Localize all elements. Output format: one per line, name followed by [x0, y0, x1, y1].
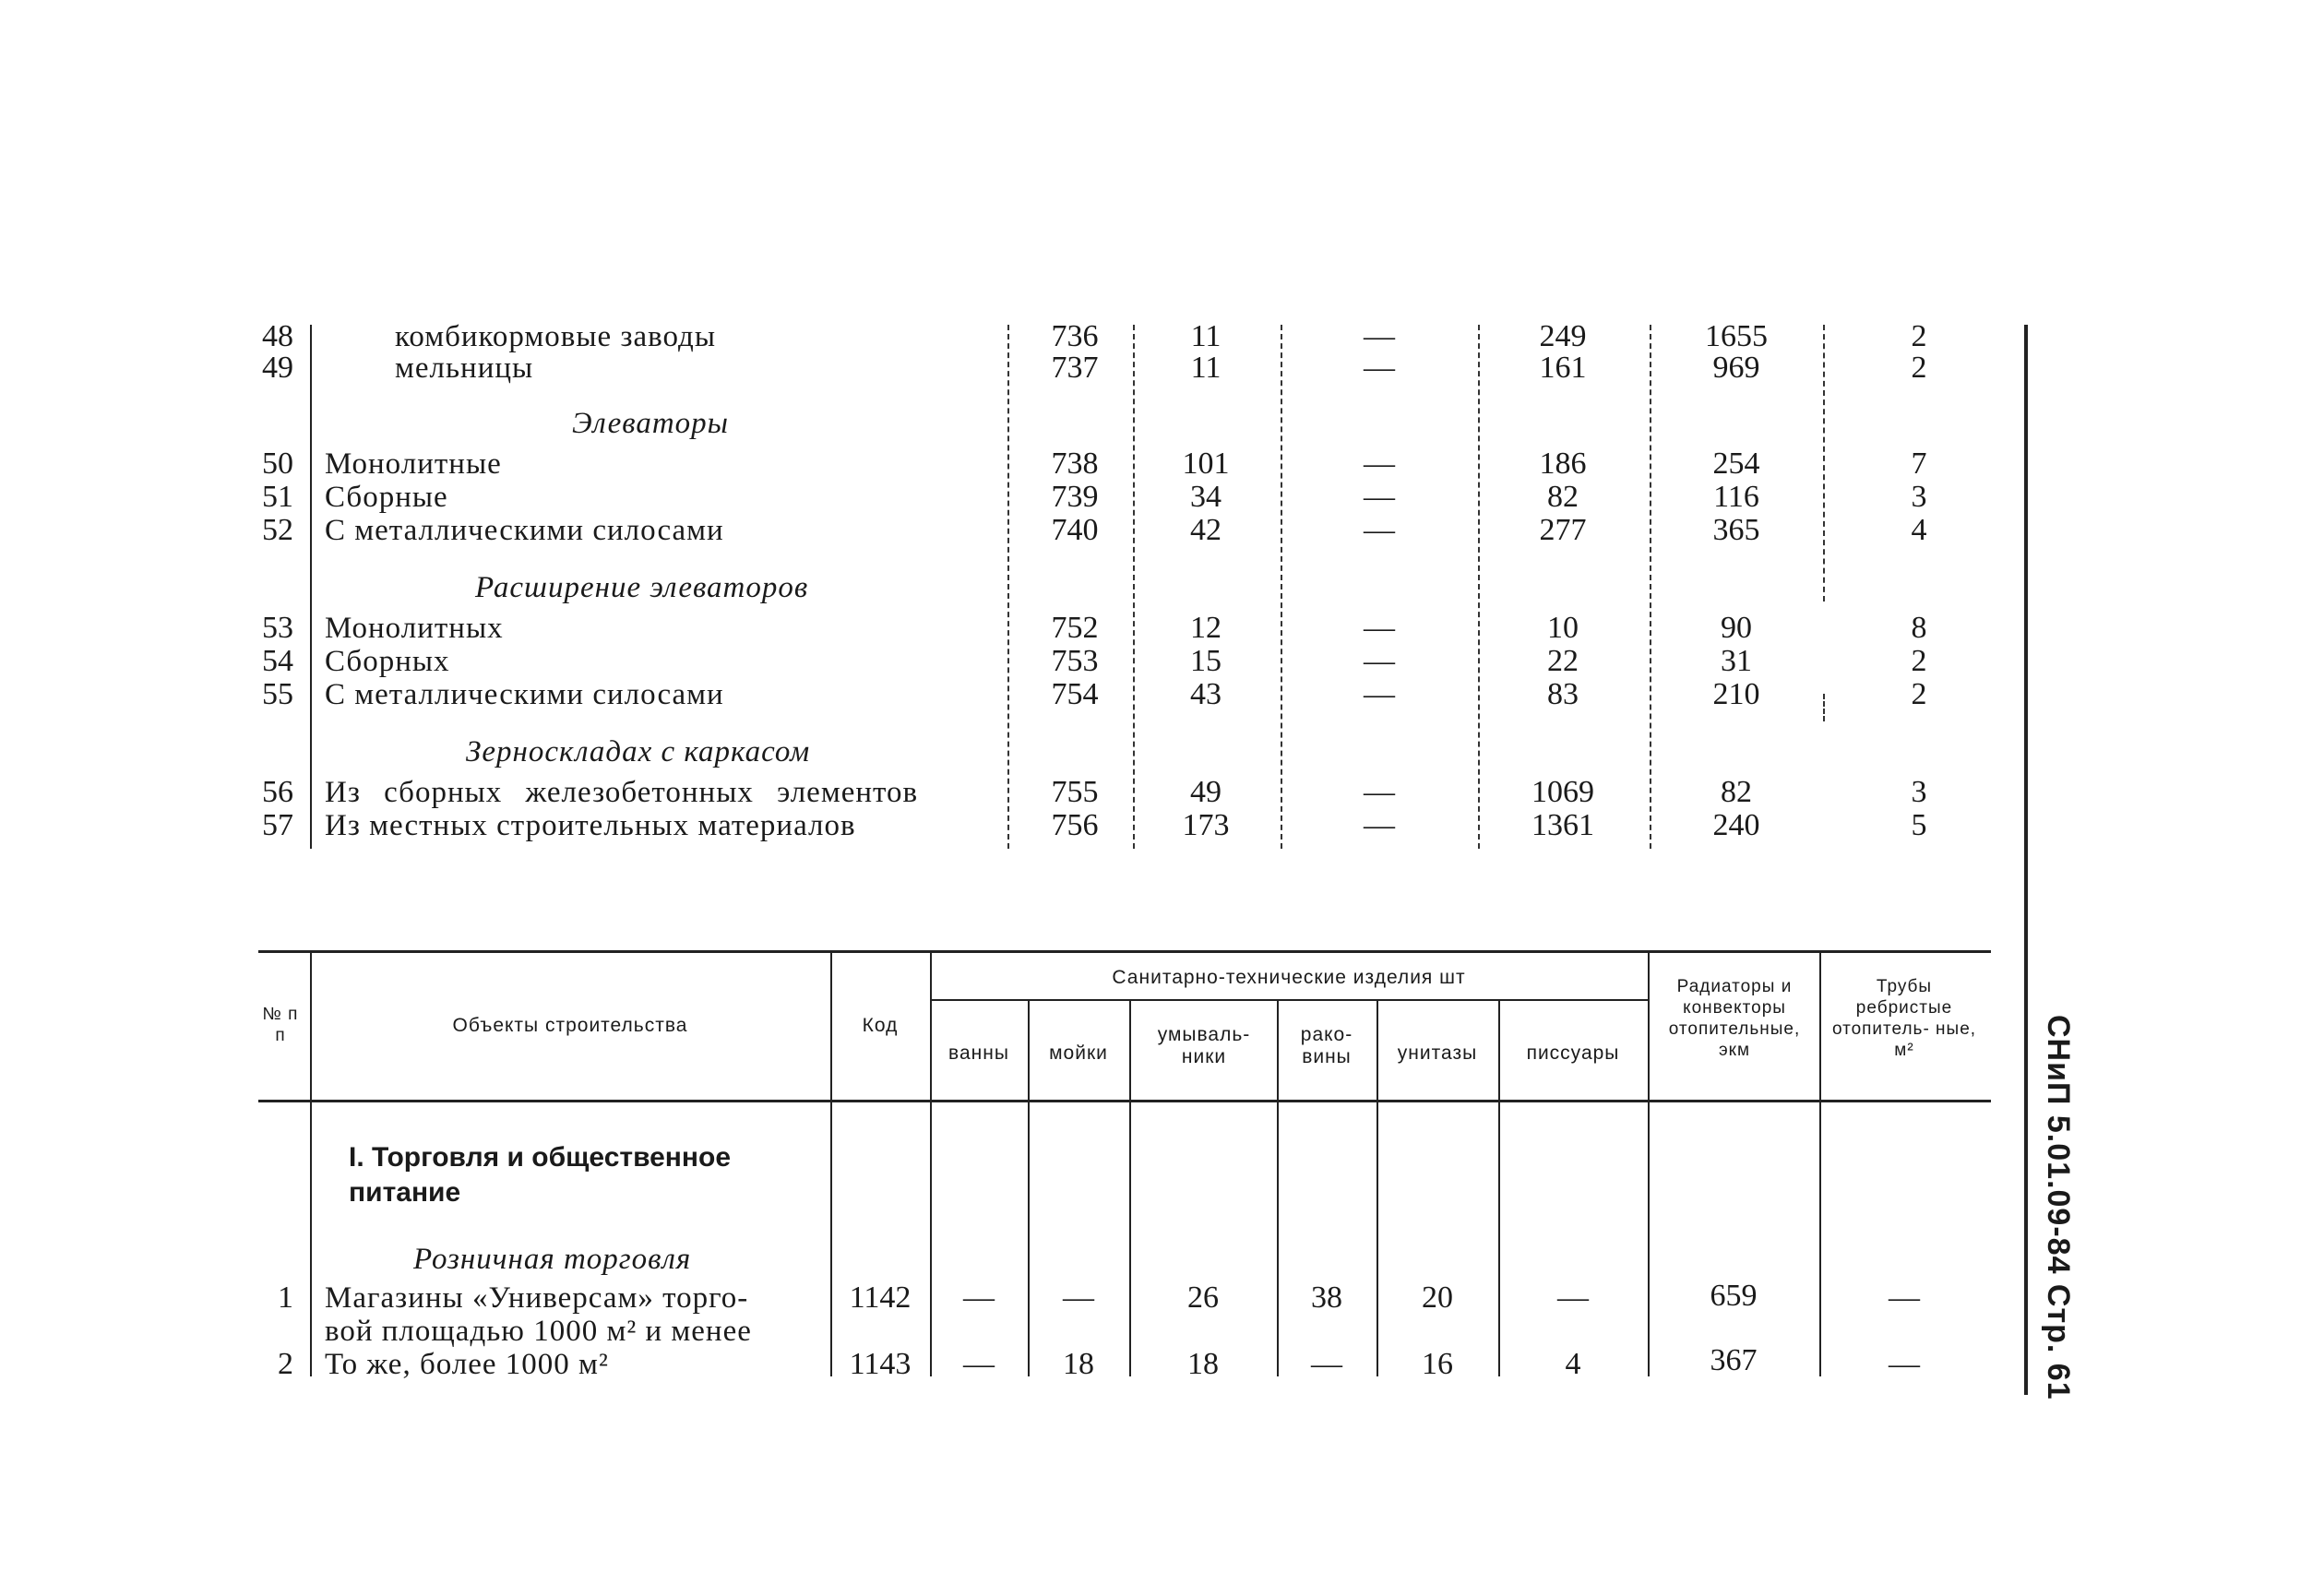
- row-code: 755: [1051, 775, 1099, 809]
- row-c3: 83: [1547, 677, 1579, 711]
- row-c1: 43: [1190, 677, 1222, 711]
- header-radiators: Радиаторы и конвекторы отопительные, экм: [1668, 977, 1801, 1060]
- row-c1: 49: [1190, 775, 1222, 809]
- row-c2: —: [1364, 513, 1395, 547]
- row-c2: —: [1364, 808, 1395, 842]
- header-object: Объекты строительства: [452, 1015, 688, 1036]
- header-bottom-rule: [258, 1100, 1991, 1102]
- section-title-text: I. Торговля и общественное питание: [349, 1142, 732, 1208]
- header-no: № п п: [262, 1005, 299, 1045]
- row-c1: 11: [1190, 319, 1222, 353]
- header-code: Код: [862, 1015, 899, 1036]
- row-baths: —: [963, 1347, 995, 1381]
- row-c3: 1361: [1531, 808, 1594, 842]
- col-rule: [1129, 1000, 1131, 1376]
- row-toilets: 20: [1422, 1280, 1453, 1315]
- row-c5: 2: [1911, 319, 1927, 353]
- row-name: Монолитные: [325, 447, 502, 481]
- row-sinks: —: [1063, 1280, 1094, 1315]
- row-c5: 8: [1911, 611, 1927, 645]
- rule-c4: [1823, 325, 1825, 601]
- section-heading: Элеваторы: [572, 407, 730, 440]
- row-c1: 42: [1190, 513, 1222, 547]
- row-number: 2: [278, 1347, 293, 1381]
- header-washbasins: умываль- ники: [1157, 1024, 1251, 1067]
- row-c5: 5: [1911, 808, 1927, 842]
- row-c2: —: [1364, 644, 1395, 678]
- row-c4: 90: [1721, 611, 1752, 645]
- row-c3: 82: [1547, 480, 1579, 514]
- row-washbasins: 26: [1187, 1280, 1219, 1315]
- row-name: комбикормовые заводы: [395, 320, 717, 353]
- row-code: 737: [1051, 351, 1099, 385]
- row-number: 50: [262, 447, 293, 481]
- row-c3: 186: [1539, 447, 1587, 481]
- row-c1: 12: [1190, 611, 1222, 645]
- row-radiators: 659: [1710, 1279, 1758, 1313]
- row-name: Из местных строительных материалов: [325, 809, 856, 842]
- row-sinks: 18: [1063, 1347, 1094, 1381]
- row-urinals: 4: [1565, 1347, 1581, 1381]
- row-name-cont: вой площадью 1000 м² и менее: [325, 1315, 752, 1348]
- row-radiators: 367: [1710, 1343, 1758, 1377]
- rule-code: [1133, 325, 1135, 849]
- row-c1: 173: [1182, 808, 1230, 842]
- row-name: С металлическими силосами: [325, 678, 724, 711]
- row-code: 740: [1051, 513, 1099, 547]
- row-number: 52: [262, 513, 293, 547]
- row-code: 1142: [849, 1280, 912, 1315]
- header-urinals: писсуары: [1526, 1042, 1620, 1064]
- row-c1: 15: [1190, 644, 1222, 678]
- row-name: То же, более 1000 м²: [325, 1348, 609, 1381]
- row-c4: 31: [1721, 644, 1752, 678]
- row-c4: 240: [1712, 808, 1760, 842]
- row-toilets: 16: [1422, 1347, 1453, 1381]
- row-name: Сборных: [325, 645, 450, 678]
- row-name: Сборные: [325, 481, 448, 514]
- header-basins: рако- вины: [1300, 1024, 1353, 1067]
- row-c2: —: [1364, 447, 1395, 481]
- row-c3: 161: [1539, 351, 1587, 385]
- rule-c2: [1478, 325, 1480, 849]
- row-c2: —: [1364, 351, 1395, 385]
- col-rule: [310, 950, 312, 1376]
- row-c5: 2: [1911, 351, 1927, 385]
- row-number: 48: [262, 319, 293, 353]
- row-number: 57: [262, 808, 293, 842]
- row-c4: 254: [1712, 447, 1760, 481]
- row-c2: —: [1364, 611, 1395, 645]
- row-basins: 38: [1311, 1280, 1342, 1315]
- row-c3: 249: [1539, 319, 1587, 353]
- subsection-heading: Розничная торговля: [413, 1243, 692, 1276]
- header-toilets: унитазы: [1397, 1042, 1478, 1064]
- row-code: 754: [1051, 677, 1099, 711]
- row-number: 51: [262, 480, 293, 514]
- rule-c1: [1281, 325, 1282, 849]
- header-baths: ванны: [948, 1042, 1009, 1064]
- row-name: С металлическими силосами: [325, 514, 724, 547]
- row-c1: 101: [1182, 447, 1230, 481]
- row-name: Монолитных: [325, 612, 504, 645]
- row-c4: 210: [1712, 677, 1760, 711]
- row-c5: 4: [1911, 513, 1927, 547]
- rule-c3: [1650, 325, 1651, 849]
- row-basins: —: [1311, 1347, 1342, 1381]
- row-washbasins: 18: [1187, 1347, 1219, 1381]
- col-rule: [830, 950, 832, 1376]
- section-title: [349, 1140, 810, 1210]
- row-code: 752: [1051, 611, 1099, 645]
- section-heading: Расширение элеваторов: [475, 571, 809, 604]
- row-code: 738: [1051, 447, 1099, 481]
- row-c2: —: [1364, 319, 1395, 353]
- header-group: Санитарно-технические изделия шт: [1112, 967, 1466, 988]
- row-c2: —: [1364, 480, 1395, 514]
- header-top-rule: [258, 950, 1991, 953]
- row-c5: 3: [1911, 480, 1927, 514]
- row-c4: 1655: [1705, 319, 1768, 353]
- row-c5: 7: [1911, 447, 1927, 481]
- row-number: 55: [262, 677, 293, 711]
- row-urinals: —: [1557, 1280, 1589, 1315]
- margin-rule: [2024, 325, 2028, 1395]
- row-number: 49: [262, 351, 293, 385]
- row-c4: 969: [1712, 351, 1760, 385]
- row-code: 756: [1051, 808, 1099, 842]
- row-number: 54: [262, 644, 293, 678]
- row-name: Магазины «Универсам» торго-: [325, 1281, 749, 1315]
- header-mid-rule: [930, 999, 1648, 1001]
- section-heading: Зерноскладах с каркасом: [466, 735, 811, 768]
- row-c4: 365: [1712, 513, 1760, 547]
- row-c5: 2: [1911, 644, 1927, 678]
- row-number: 1: [278, 1280, 293, 1315]
- row-number: 56: [262, 775, 293, 809]
- row-c3: 1069: [1531, 775, 1594, 809]
- col-rule: [1277, 1000, 1279, 1376]
- row-c1: 34: [1190, 480, 1222, 514]
- row-number: 53: [262, 611, 293, 645]
- row-pipes: —: [1889, 1280, 1920, 1315]
- row-c4: 116: [1713, 480, 1759, 514]
- row-c3: 22: [1547, 644, 1579, 678]
- header-sinks: мойки: [1049, 1042, 1108, 1064]
- rule-no: [310, 325, 312, 849]
- col-rule: [1648, 950, 1650, 1376]
- rule-name: [1007, 325, 1009, 849]
- row-baths: —: [963, 1280, 995, 1315]
- row-c2: —: [1364, 775, 1395, 809]
- row-name: Из сборных железобетонных элементов: [325, 776, 919, 809]
- row-pipes: —: [1889, 1347, 1920, 1381]
- rule-c4b: [1823, 694, 1825, 721]
- row-c5: 2: [1911, 677, 1927, 711]
- row-c2: —: [1364, 677, 1395, 711]
- row-code: 739: [1051, 480, 1099, 514]
- row-code: 736: [1051, 319, 1099, 353]
- row-c3: 277: [1539, 513, 1587, 547]
- row-code: 753: [1051, 644, 1099, 678]
- row-c1: 11: [1190, 351, 1222, 385]
- header-pipes: Трубы ребристые отопитель- ные, м²: [1831, 977, 1977, 1060]
- row-c4: 82: [1721, 775, 1752, 809]
- page-caption: СНиП 5.01.09-84 Стр. 61: [2041, 1015, 2076, 1400]
- row-c3: 10: [1547, 611, 1579, 645]
- row-code: 1143: [849, 1347, 912, 1381]
- row-name: мельницы: [395, 351, 534, 385]
- row-c5: 3: [1911, 775, 1927, 809]
